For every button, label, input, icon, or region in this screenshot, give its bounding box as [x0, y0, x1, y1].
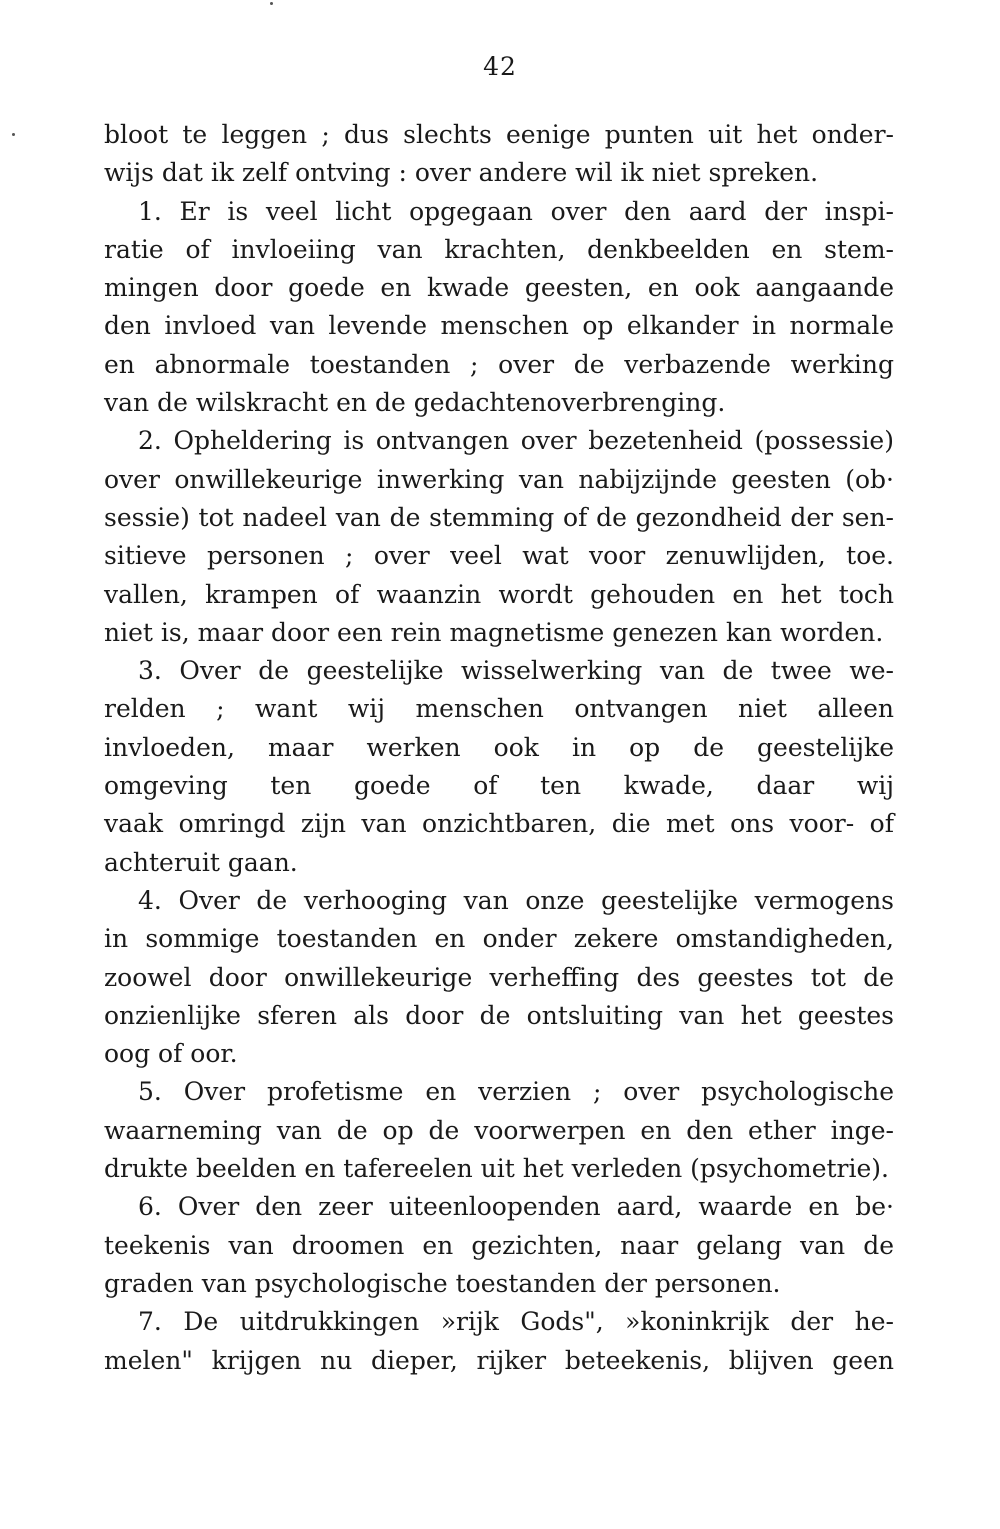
- text-line: sessie) tot nadeel van de stemming of de gezondheid der sen-: [104, 502, 894, 532]
- text-line: over onwillekeurige inwerking van nabijzijnde geesten (ob·: [104, 464, 894, 494]
- text-line: wijs dat ik zelf ontving : over andere wil ik niet spreken.: [104, 158, 819, 188]
- text-line: teekenis van droomen en gezichten, naar gelang van de: [104, 1230, 894, 1260]
- text-line: en abnormale toestanden ; over de verbazende werking: [104, 349, 894, 379]
- text-line: zoowel door onwillekeurige verheffing des geestes tot de: [104, 962, 894, 992]
- text-line: graden van psychologische toestanden der personen.: [104, 1268, 781, 1298]
- text-line: 1. Er is veel licht opgegaan over den aard der inspi-: [138, 196, 894, 226]
- text-line: 3. Over de geestelijke wisselwerking van de twee we-: [138, 656, 894, 686]
- text-line: 7. De uitdrukkingen »rijk Gods", »koninkrijk der he-: [138, 1307, 894, 1337]
- text-line: in sommige toestanden en onder zekere omstandigheden,: [104, 924, 894, 954]
- text-line: 5. Over profetisme en verzien ; over psychologische: [138, 1077, 894, 1107]
- text-line: 6. Over den zeer uiteenloopenden aard, waarde en be·: [138, 1192, 894, 1222]
- text-line: mingen door goede en kwade geesten, en ook aangaande: [104, 273, 894, 303]
- text-line: van de wilskracht en de gedachtenoverbrenging.: [104, 388, 726, 418]
- body-text: [104, 116, 894, 1380]
- text-line: niet is, maar door een rein magnetisme genezen kan worden.: [104, 617, 884, 647]
- text-line: sitieve personen ; over veel wat voor zenuwlijden, toe.: [104, 541, 894, 571]
- text-line: vaak omringd zijn van onzichtbaren, die met ons voor- of: [104, 809, 894, 839]
- text-line: ratie of invloeiing van krachten, denkbeelden en stem-: [104, 234, 894, 264]
- text-line: relden ; want wij menschen ontvangen niet alleen: [104, 694, 894, 724]
- text-line: omgeving ten goede of ten kwade, daar wij: [104, 771, 894, 801]
- text-line: melen" krijgen nu dieper, rijker beteekenis, blijven geen: [104, 1345, 894, 1375]
- print-speck: [270, 2, 273, 5]
- text-line: bloot te leggen ; dus slechts eenige punten uit het onder-: [104, 120, 894, 149]
- text-line: drukte beelden en tafereelen uit het verleden (psychometrie).: [104, 1154, 889, 1184]
- text-line: 2. Opheldering is ontvangen over bezetenheid (possessie): [138, 426, 894, 456]
- text-line: waarneming van de op de voorwerpen en den ether inge-: [104, 1115, 894, 1145]
- text-line: 4. Over de verhooging van onze geestelijke vermogens: [138, 885, 894, 915]
- text-line: invloeden, maar werken ook in op de geestelijke: [104, 732, 894, 762]
- page-number: 42: [483, 52, 517, 81]
- text-line: onzienlijke sferen als door de ontsluiting van het geestes: [104, 1000, 894, 1030]
- text-line: vallen, krampen of waanzin wordt gehouden en het toch: [104, 579, 894, 609]
- text-line: achteruit gaan.: [104, 847, 298, 877]
- text-line: oog of oor.: [104, 1039, 238, 1069]
- text-line: den invloed van levende menschen op elkander in normale: [104, 311, 894, 341]
- print-speck: [12, 133, 15, 136]
